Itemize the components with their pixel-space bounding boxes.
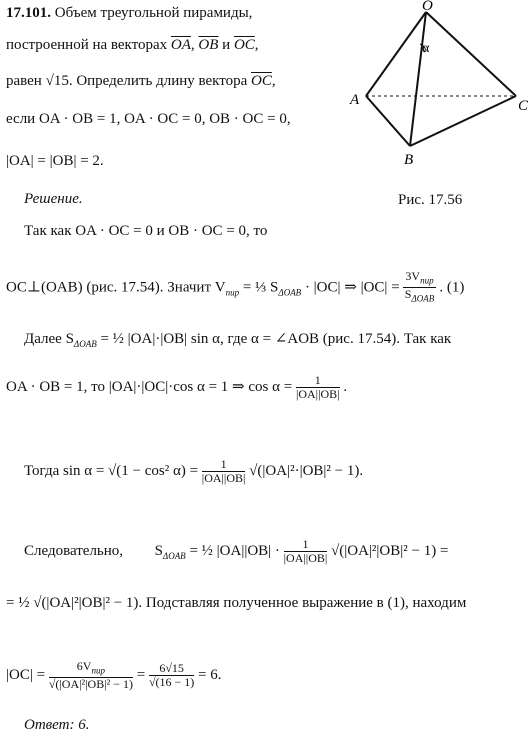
figure-caption: Рис. 17.56 <box>398 192 463 208</box>
fraction-volume <box>403 270 435 306</box>
frac-num: 6√15 <box>149 662 194 676</box>
period: . <box>343 378 348 395</box>
comma: , <box>254 37 259 53</box>
solution-text-7: = ½ √(|OA|²|OB|² − 1). <box>6 595 143 611</box>
problem-text-4: если OA · OB = 1, OA · OC = 0, OB · OC = 0, <box>6 111 291 127</box>
problem-text-1: Объем треугольной пирамиды, <box>54 5 253 21</box>
solution-text-2c: · |OC| ⇒ |OC| = <box>304 279 400 296</box>
conj-and: и <box>222 37 231 53</box>
solution-text-6: Следовательно, <box>24 542 124 559</box>
solution-line-4 <box>6 374 347 401</box>
comma: , <box>190 37 195 53</box>
frac-den: S <box>404 287 412 302</box>
label-o: O <box>422 0 433 14</box>
solution-text-4: OA · OB = 1, то |OA|·|OC|·cos α = 1 ⇒ cos α = <box>6 378 293 395</box>
solution-text-6b: S <box>154 542 163 559</box>
equation-number: . (1) <box>439 279 465 296</box>
label-alpha: α <box>422 41 430 56</box>
solution-line-2 <box>6 270 464 306</box>
label-b: B <box>404 152 414 168</box>
equals: = <box>136 667 146 684</box>
problem-line-1 <box>6 4 252 22</box>
solution-heading: Решение. <box>24 191 83 207</box>
subscript: пир <box>420 275 434 286</box>
fraction-result <box>149 662 194 689</box>
edge-bc <box>410 96 516 146</box>
solution-text-8: |OC| = <box>6 667 46 684</box>
subscript: ΔOAB <box>162 550 186 561</box>
frac-den: √(|OA|²|OB|² − 1) <box>48 677 133 692</box>
vector-oc: $\overline{OC}$ <box>251 73 272 89</box>
solution-text-6d: √(|OA|²|OB|² − 1) = <box>331 542 449 559</box>
frac-den: |OA||OB| <box>295 387 340 401</box>
vector-ob: $\overline{OB}$ <box>198 37 219 53</box>
frac-num: 6V <box>76 659 92 673</box>
subscript: ΔOAB <box>411 293 435 304</box>
frac-num: 1 <box>284 538 328 552</box>
subscript: пир <box>225 287 240 298</box>
solution-text-1: Так как OA · OC = 0 и OB · OC = 0, то <box>24 223 268 239</box>
answer: Ответ: 6. <box>24 717 90 733</box>
solution-line-6 <box>24 538 448 565</box>
solution-text-3: Далее S <box>24 331 74 347</box>
edge-oc <box>426 12 516 96</box>
frac-den: √(16 − 1) <box>148 675 195 690</box>
solution-line-8 <box>6 660 222 691</box>
problem-line-5 <box>6 152 104 170</box>
solution-line-1 <box>24 222 267 240</box>
edge-ab <box>366 96 410 146</box>
fraction-oc <box>49 660 133 691</box>
fraction-cos <box>296 374 340 401</box>
vector-oa: $\overline{OA}$ <box>170 37 191 53</box>
problem-line-3 <box>6 72 276 90</box>
result: = 6. <box>198 667 222 684</box>
solution-line-5 <box>24 458 363 485</box>
frac-den: |OA||OB| <box>201 471 246 485</box>
solution-text-2b: = ⅓ S <box>242 279 279 296</box>
solution-text-3b: = ½ |OA|·|OB| sin α, где α = ∠AOB (рис. 17.54). Так как <box>96 331 452 347</box>
solution-text-5: Тогда sin α = √(1 − cos² α) = <box>24 462 199 479</box>
solution-text-2a: OC⊥(OAB) (рис. 17.54). Значит V <box>6 279 226 296</box>
comma: , <box>271 73 276 89</box>
fraction-area <box>284 538 328 565</box>
fraction-sin <box>202 458 246 485</box>
frac-num: 1 <box>296 374 340 388</box>
problem-text-3: равен √15. Определить длину вектора <box>6 73 248 89</box>
frac-num: 1 <box>202 458 246 472</box>
solution-text-5b: √(|OA|²·|OB|² − 1). <box>249 462 364 479</box>
label-c: C <box>518 98 529 114</box>
subscript: ΔOAB <box>278 287 302 298</box>
label-a: A <box>350 92 360 108</box>
problem-line-4 <box>6 110 291 128</box>
frac-den: |OA||OB| <box>283 551 328 565</box>
pyramid-figure <box>340 0 532 210</box>
solution-line-3 <box>24 330 451 353</box>
subscript: пир <box>91 665 105 676</box>
solution-text-6c: = ½ |OA||OB| · <box>185 542 280 559</box>
problem-text-5: |OA| = |OB| = 2. <box>6 153 104 169</box>
problem-line-2 <box>6 36 259 54</box>
frac-num: 3V <box>405 269 421 283</box>
vector-oc: $\overline{OC}$ <box>233 37 255 53</box>
problem-text-2: построенной на векторах <box>6 37 171 53</box>
subscript: ΔOAB <box>73 339 97 349</box>
solution-text-7b: Подставляя полученное выражение в (1), находим <box>142 595 467 611</box>
solution-line-7 <box>6 594 466 612</box>
problem-number: 17.101. <box>6 5 51 21</box>
